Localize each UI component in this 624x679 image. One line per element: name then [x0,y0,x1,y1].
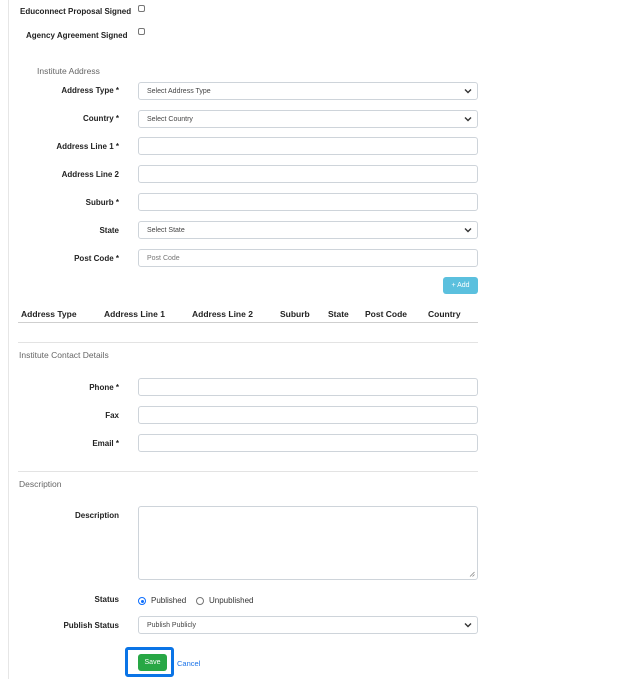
section-divider [18,471,478,472]
th-suburb: Suburb [280,309,310,319]
address-type-value: Select Address Type [147,88,211,95]
description-title: Description [19,479,62,489]
cancel-link[interactable]: Cancel [177,659,201,668]
left-border [8,0,9,679]
chevron-down-icon [463,225,473,235]
institute-address-title: Institute Address [37,66,100,76]
educonnect-proposal-label: Educonnect Proposal Signed [20,7,132,16]
address-line2-label: Address Line 2 [61,170,119,179]
th-post-code: Post Code [365,309,408,319]
add-address-button[interactable]: + Add [443,277,478,294]
address-type-label: Address Type * [61,86,119,95]
status-unpublished-label: Unpublished [209,596,254,605]
publish-status-label: Publish Status [63,621,119,630]
fax-label: Fax [105,411,119,420]
phone-input[interactable] [138,378,478,396]
th-address-line1: Address Line 1 [104,309,165,319]
fax-input[interactable] [138,406,478,424]
email-label: Email * [92,439,119,448]
postcode-label: Post Code * [74,254,119,263]
th-address-line2: Address Line 2 [192,309,253,319]
th-state: State [328,309,349,319]
status-published-label: Published [151,596,187,605]
suburb-label: Suburb * [85,198,119,207]
chevron-down-icon [463,114,473,124]
country-value: Select Country [147,116,193,123]
description-textarea[interactable] [138,506,478,580]
section-divider [18,342,478,343]
address-line1-input[interactable] [138,137,478,155]
postcode-placeholder: Post Code [147,255,180,262]
state-label: State [99,226,119,235]
agency-agreement-label: Agency Agreement Signed [26,31,128,40]
th-address-type: Address Type [21,309,77,319]
postcode-input[interactable] [138,249,478,267]
address-type-select[interactable] [138,82,478,100]
publish-status-select[interactable] [138,616,478,634]
status-published-radio[interactable] [138,597,146,605]
resize-handle-icon[interactable] [469,571,475,577]
address-line1-label: Address Line 1 * [56,142,119,151]
status-label: Status [94,595,119,604]
educonnect-proposal-checkbox[interactable] [138,5,145,12]
th-country: Country [428,309,461,319]
table-header-divider [18,322,478,323]
contact-details-title: Institute Contact Details [19,350,109,360]
chevron-down-icon [463,86,473,96]
save-button[interactable]: Save [138,654,167,671]
state-select[interactable] [138,221,478,239]
status-unpublished-radio[interactable] [196,597,204,605]
description-label: Description [74,511,119,520]
phone-label: Phone * [89,383,119,392]
suburb-input[interactable] [138,193,478,211]
email-input[interactable] [138,434,478,452]
country-select[interactable] [138,110,478,128]
address-line2-input[interactable] [138,165,478,183]
chevron-down-icon [463,620,473,630]
publish-status-value: Publish Publicly [147,622,197,629]
country-label: Country * [83,114,119,123]
agency-agreement-checkbox[interactable] [138,28,145,35]
state-value: Select State [147,227,185,234]
